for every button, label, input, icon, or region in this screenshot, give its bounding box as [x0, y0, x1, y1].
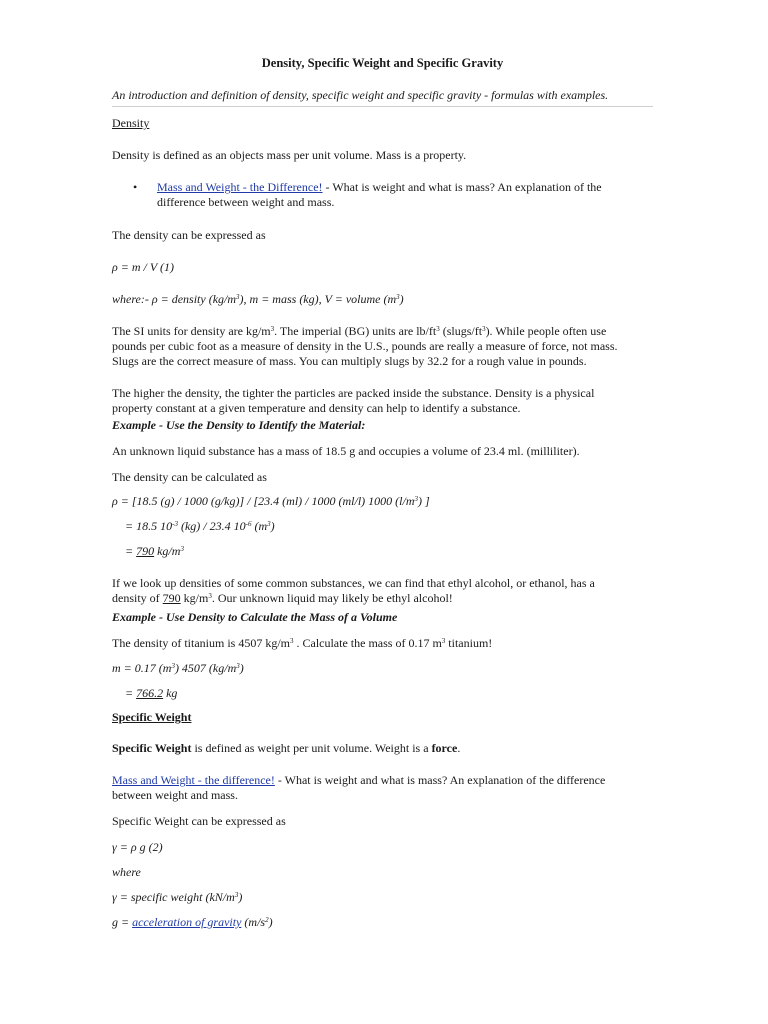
si-units-paragraph: The SI units for density are $kg/m^3$. The imperial (BG) units are $lb/ft^3$ $(slugs/ft^3)$. While people often use pounds per cubic foot as a measure of density in the U.S., pounds are really a measure of force, not mass. Slugs are the correct measure of mass. You can multiply slugs by 32.2 for a rough value in pounds.	[112, 324, 618, 368]
higher-density-paragraph: The higher the density, the tighter the particles are packed inside the substance. Density is a physical property constant at a given temperature and density can help to identify a substance.	[112, 386, 595, 415]
density-where: where:- ρ = density $(kg/m^3)$, m = mass (kg), V = volume $(m^3)$	[112, 292, 404, 306]
lookup-790: 790	[162, 591, 181, 605]
example1-equation-1: ρ = [18.5 (g) / 1000 (g/kg)] / [23.4 (ml) / 1000 (ml/l) 1000 $(l/m^3)$ ]	[112, 494, 430, 508]
acceleration-of-gravity-link[interactable]: acceleration of gravity	[132, 915, 242, 929]
example2-heading: Example - Use Density to Calculate the Mass of a Volume	[112, 610, 398, 624]
density-formula: ρ = m / V (1)	[112, 260, 174, 274]
density-expressed: The density can be expressed as	[112, 228, 266, 242]
specific-weight-formula: γ = ρ g (2)	[112, 840, 163, 854]
bullet-text: - What is weight and what is mass? An explanation of the	[322, 180, 602, 194]
result-790: 790	[136, 544, 155, 558]
gamma-definition: γ = specific weight $(kN/m^3)$	[112, 890, 243, 904]
example1-equation-3: = 790 $kg/m^3$	[125, 544, 184, 558]
example1-heading: Example - Use the Density to Identify the Material:	[112, 418, 366, 432]
bullet-item	[157, 180, 657, 210]
specific-weight-link-paragraph: Mass and Weight - the difference! - What is weight and what is mass? An explanation of the difference between weight and mass.	[112, 773, 606, 802]
specific-weight-heading: Specific Weight	[112, 710, 192, 724]
mass-weight-difference-link[interactable]: Mass and Weight - the difference!	[112, 773, 275, 787]
specific-weight-expressed: Specific Weight can be expressed as	[112, 814, 286, 828]
specific-weight-definition: Specific Weight is defined as weight per unit volume. Weight is a force.	[112, 741, 461, 755]
intro-text: An introduction and definition of density, specific weight and specific gravity - formulas with examples.	[112, 88, 653, 107]
example2-equation-2: = 766.2 kg	[125, 686, 178, 700]
example1-lookup: If we look up densities of some common substances, we can find that ethyl alcohol, or ethanol, has a density of 790 $kg/m^3$. Our unknown liquid may likely be ethyl alcohol!	[112, 576, 595, 605]
example2-text: The density of titanium is 4507 $kg/m^3$ . Calculate the mass of 0.17 $m^3$ titanium!	[112, 636, 493, 650]
g-definition: g = acceleration of gravity $(m/s^2)$	[112, 915, 273, 929]
page-title: Density, Specific Weight and Specific Gravity	[261, 56, 504, 70]
where-label: where	[112, 865, 141, 879]
mass-weight-link[interactable]: Mass and Weight - the Difference!	[157, 180, 323, 194]
example1-equation-2: = 18.5 $10^{-3}$ (kg) / 23.4 $10^{-6}$ $(m^3)$	[125, 519, 275, 533]
example2-equation-1: m = 0.17 $(m^3)$ 4507 $(kg/m^3)$	[112, 661, 244, 675]
bullet-text-line2: difference between weight and mass.	[157, 195, 335, 209]
example1-calc-intro: The density can be calculated as	[112, 470, 267, 484]
density-heading: Density	[112, 116, 150, 130]
result-766: 766.2	[136, 686, 164, 700]
example1-text: An unknown liquid substance has a mass of 18.5 g and occupies a volume of 23.4 ml. (milliliter).	[112, 444, 580, 458]
density-definition: Density is defined as an objects mass per unit volume. Mass is a property.	[112, 148, 467, 162]
bullet-dot: •	[133, 180, 138, 194]
